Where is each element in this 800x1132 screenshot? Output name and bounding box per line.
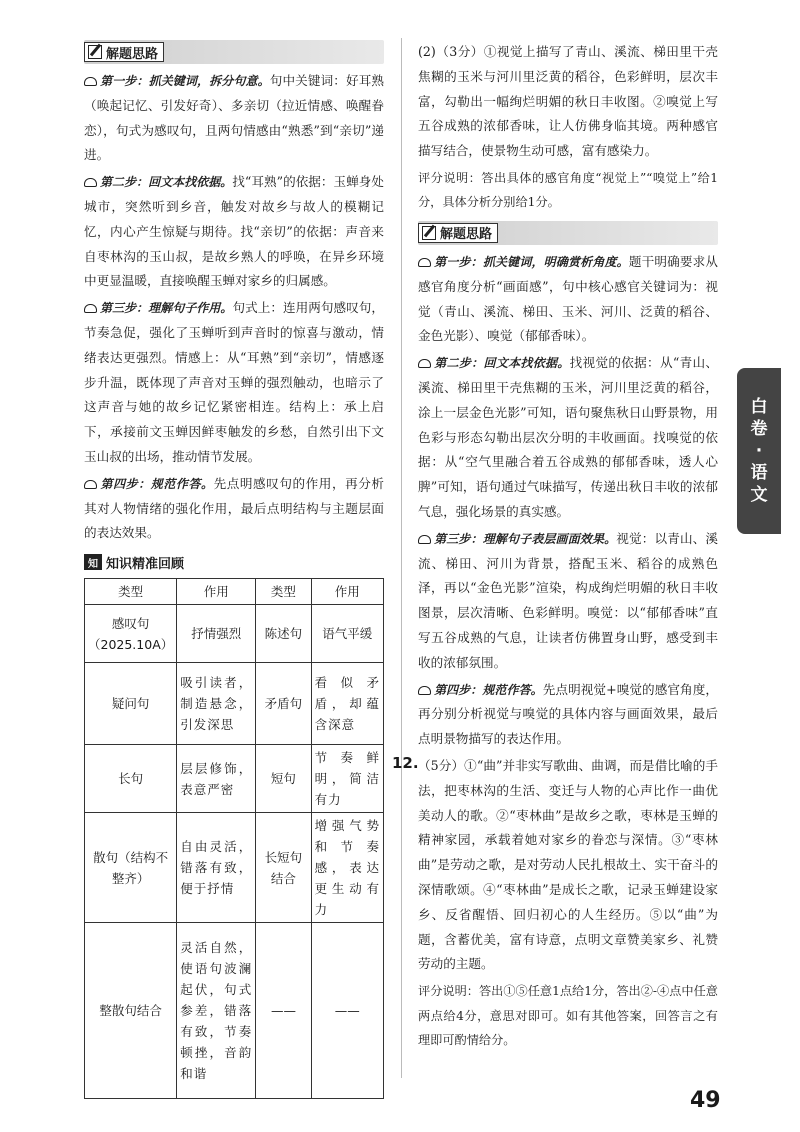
hand-icon (418, 535, 431, 544)
table-cell: 增强气势和节奏感，表达更生动有力 (311, 813, 383, 923)
table-cell: 灵活自然，使语句波澜起伏，句式参差，错落有致，节奏顿挫，音韵和谐 (177, 923, 256, 1099)
table-header-row (85, 579, 384, 605)
section-title-box (84, 42, 164, 62)
step-2 (84, 170, 384, 294)
column-divider (401, 38, 402, 1078)
q12-scoring-note: 评分说明：答出①⑤任意1点给1分，答出②-④点中任意两点给4分，意思对即可。如有其他答案，回答言之有理即可酌情给分。 (418, 984, 718, 1048)
table-row (85, 605, 384, 663)
hand-icon (84, 77, 97, 86)
step-label: 第二步：回文本找依据。 (100, 175, 233, 190)
step-text: 先点明感叹句的作用，再分析其对人物情绪的强化作用，最后点明结构与主题层面的表达效果。 (84, 475, 384, 541)
step-2 (418, 351, 718, 525)
step-3 (418, 527, 718, 676)
pencil-icon (422, 226, 436, 240)
table-cell: —— (311, 923, 383, 1099)
section-title: 解题思路 (440, 227, 493, 243)
step-text: 找视觉的依据：从“青山、溪流、梯田里干壳焦糊的玉米，河川里泛黄的稻谷，涂上一层金色光影”可知，语句聚焦秋日山野景物，用色彩与形态勾勒出层次分明的丰收画面。找嗅觉的依据：从“空气里融合着五谷成熟的郁郁香味，透人心脾”可知，语句通过气味描写，传递出秋日丰收的浓郁气息，强化场景的真实感。 (418, 355, 718, 519)
step-1 (84, 69, 384, 168)
hand-icon (84, 178, 97, 187)
step-4 (418, 678, 718, 752)
step-label: 第四步：规范作答。 (100, 476, 214, 491)
side-tab-char: 语 (750, 463, 768, 483)
table-cell: 整散句结合 (85, 923, 177, 1099)
step-label: 第一步：抓关键词，明确赏析角度。 (434, 254, 629, 269)
side-tab-char: · (755, 441, 763, 461)
question-12 (392, 753, 718, 1053)
table-header: 类型 (256, 579, 311, 605)
step-label: 第三步：理解句子作用。 (100, 301, 233, 316)
knowledge-title: 知识精准回顾 (106, 556, 185, 572)
right-column (392, 40, 718, 1053)
knowledge-header (84, 552, 384, 572)
hand-icon (418, 686, 431, 695)
step-text: 找“耳熟”的依据：玉蝉身处城市，突然听到乡音，触发对故乡与故人的模糊记忆，内心产生惊疑与期待。找“亲切”的依据：声音来自枣林沟的玉山叔，是故乡熟人的呼唤，在异乡环境中更显温暖，直接唤醒玉蝉对家乡的归属感。 (84, 174, 384, 289)
hand-icon (418, 359, 431, 368)
table-cell: 层层修饰，表意严密 (177, 745, 256, 813)
table-cell: 短句 (256, 745, 311, 813)
table-cell: 抒情强烈 (177, 605, 256, 663)
side-tab-char: 卷 (750, 419, 768, 439)
left-column (84, 40, 384, 1099)
step-label: 第一步：抓关键词，拆分句意。 (100, 74, 270, 88)
question-number: 12. (392, 753, 419, 772)
table-row (85, 663, 384, 745)
section-header-left (84, 40, 384, 64)
table-cell: 节奏鲜明，简洁有力 (311, 745, 383, 813)
table-cell: 散句（结构不整齐） (85, 813, 177, 923)
step-4 (84, 472, 384, 546)
table-cell: 看似矛盾，却蕴含深意 (311, 663, 383, 745)
hand-icon (84, 304, 97, 313)
table-header: 作用 (311, 579, 383, 605)
table-row (85, 923, 384, 1099)
table-cell: 感叹句（2025.10A） (85, 605, 177, 663)
table-cell: 长句 (85, 745, 177, 813)
step-1 (418, 250, 718, 349)
table-row (85, 813, 384, 923)
table-cell: 长短句结合 (256, 813, 311, 923)
knowledge-badge: 知 (84, 554, 102, 570)
step-label: 第四步：规范作答。 (434, 682, 543, 697)
table-row (85, 745, 384, 813)
q12-answer: （5分）①“曲”并非实写歌曲、曲调，而是借比喻的手法，把枣林沟的生活、变迁与人物的心声比作一曲优美动人的歌。②“枣林曲”是故乡之歌，枣林是玉蝉的精神家园，承载着她对家乡的眷恋与深情。③“枣林曲”是劳动之歌，是对劳动人民扎根故土、实干奋斗的深情歌颂。④“枣林曲”是成长之歌，记录玉蝉建设家乡、反省醒悟、回归初心的人生经历。⑤以“曲”为题，含蓄优美，富有诗意，点明文章赞美家乡、礼赞劳动的主题。 (418, 757, 718, 972)
table-cell: 吸引读者，制造悬念，引发深思 (177, 663, 256, 745)
step-text: 先点明视觉+嗅觉的感官角度，再分别分析视觉与嗅觉的具体内容与画面效果，最后点明景物描写的表达作用。 (418, 681, 718, 747)
table-cell: —— (256, 923, 311, 1099)
table-cell: 自由灵活，错落有致，便于抒情 (177, 813, 256, 923)
table-header: 类型 (85, 579, 177, 605)
section-title: 解题思路 (106, 46, 159, 62)
step-text: 视觉：以青山、溪流、梯田、河川为背景，搭配玉米、稻谷的成熟色泽，再以“金色光影”渲染，构成绚烂明媚的秋日丰收图景，层次清晰、色彩鲜明。嗅觉：以“郁郁香味”直写五谷成熟的气息，让读者仿佛置身山野，感受到丰收的浓郁氛围。 (418, 530, 718, 670)
step-label: 第三步：理解句子表层画面效果。 (434, 531, 617, 546)
step-label: 第二步：回文本找依据。 (434, 356, 570, 371)
hand-icon (418, 258, 431, 267)
page-number: 49 (690, 1088, 721, 1113)
step-text: 题干明确要求从感官角度分析“画面感”，句中核心感官关键词为：视觉（青山、溪流、梯田、玉米、河川、泛黄的稻谷、金色光影）、嗅觉（郁郁香味）。 (418, 253, 718, 344)
sentence-type-table (84, 578, 384, 1099)
side-tab-char: 文 (750, 485, 768, 505)
pencil-icon (88, 45, 102, 59)
step-3 (84, 296, 384, 470)
table-cell: 陈述句 (256, 605, 311, 663)
q2-answer: (2)（3分）①视觉上描写了青山、溪流、梯田里干壳焦糊的玉米与河川里泛黄的稻谷，色彩鲜明，层次丰富，勾勒出一幅绚烂明媚的秋日丰收图。②嗅觉上写五谷成熟的浓郁香味，让人仿佛身临其境。两种感官描写结合，使景物生动可感，富有感染力。 (418, 44, 718, 159)
table-cell: 疑问句 (85, 663, 177, 745)
step-text: 句式上：连用两句感叹句，节奏急促，强化了玉蝉听到声音时的惊喜与激动，情绪表达更强烈。情感上：从“耳熟”到“亲切”，情感逐步升温，既体现了声音对玉蝉的强烈触动，也暗示了这声音与她的故乡记忆紧密相连。结构上：承上启下，承接前文玉蝉因鲜枣触发的乡愁，自然引出下文玉山叔的出场，推动情节发展。 (84, 300, 384, 464)
section-header-right (418, 221, 718, 245)
table-header: 作用 (177, 579, 256, 605)
q2-scoring-note: 评分说明：答出具体的感官角度“视觉上”“嗅觉上”给1分，具体分析分别给1分。 (418, 170, 718, 210)
subject-side-tab (737, 368, 781, 534)
step-text: 句中关键词：好耳熟（唤起记忆、引发好奇）、多亲切（拉近情感、唤醒眷恋），句式为感叹句，且两句情感由“熟悉”到“亲切”递进。 (84, 73, 384, 163)
side-tab-char: 白 (750, 397, 768, 417)
table-cell: 矛盾句 (256, 663, 311, 745)
section-title-box (418, 223, 498, 243)
table-cell: 语气平缓 (311, 605, 383, 663)
hand-icon (84, 480, 97, 489)
